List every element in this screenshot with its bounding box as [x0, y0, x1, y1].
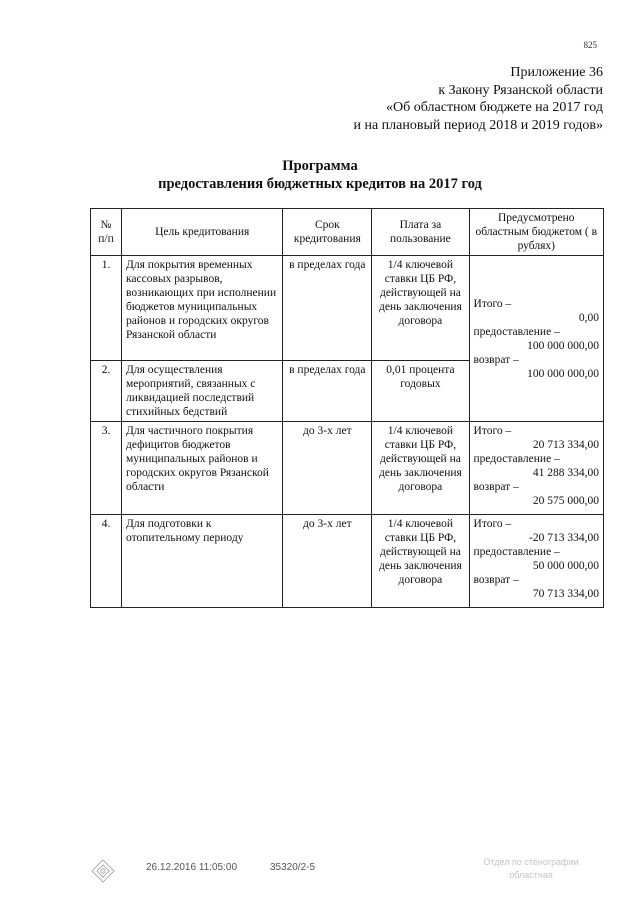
- row-goal: Для осуществления мероприятий, связанных с ликвидацией последствий стихийных бедствий: [122, 361, 283, 422]
- table-row: [91, 515, 604, 608]
- row-term: до 3-х лет: [283, 422, 372, 515]
- amount-grant-value: 50 000 000,00: [532, 560, 599, 572]
- amount-return-value: 20 575 000,00: [532, 495, 599, 507]
- row-goal: Для частичного покрытия дефицитов бюджетов муниципальных районов и городских округов Рязанской области: [122, 422, 283, 515]
- appendix-line: к Закону Рязанской области: [438, 82, 603, 98]
- appendix-line: «Об областном бюджете на 2017 год: [386, 100, 603, 115]
- footer-datetime: 26.12.2016 11:05:00: [146, 862, 238, 873]
- row-amount-cell: [469, 515, 603, 608]
- amount-grant-value: 100 000 000,00: [527, 339, 599, 352]
- footer-stamp: [446, 856, 616, 882]
- stamp-line-1: Отдел по стенографии: [483, 857, 579, 867]
- amount-return-label: возврат –: [473, 481, 519, 493]
- amount-grant-value: 41 288 334,00: [532, 467, 599, 479]
- amount-total-value: -20 713 334,00: [529, 532, 599, 544]
- amount-return-label: возврат –: [473, 353, 519, 366]
- registration-stamp-icon: [90, 858, 116, 884]
- amount-total-label: Итого –: [473, 425, 512, 437]
- header-term: Срок кредитования: [283, 209, 372, 256]
- table-header-row: [91, 209, 604, 256]
- amount-return-value: 100 000 000,00: [527, 367, 599, 380]
- row-goal: Для подготовки к отопительному периоду: [122, 515, 283, 608]
- page-number: 825: [583, 40, 597, 50]
- stamp-line-2: областная: [509, 870, 553, 880]
- row-term: в пределах года: [283, 256, 372, 361]
- table-row: [91, 256, 604, 361]
- amount-total-value: 0,00: [578, 311, 599, 324]
- document-title: [0, 157, 640, 193]
- amount-grant-label: предоставление –: [473, 546, 560, 558]
- credit-program-table: [90, 208, 604, 608]
- row-fee: 1/4 ключевой ставки ЦБ РФ, действующей на день заключения договора: [372, 515, 469, 608]
- amount-total-value: 20 713 334,00: [532, 439, 599, 451]
- header-fee: Плата за пользование: [372, 209, 469, 256]
- amount-total-label: Итого –: [473, 297, 512, 310]
- row-fee: 0,01 процента годовых: [372, 361, 469, 422]
- row-num: 3.: [91, 422, 122, 515]
- merged-amount-cell: [469, 256, 603, 422]
- row-num: 4.: [91, 515, 122, 608]
- row-goal: Для покрытия временных кассовых разрывов, возникающих при исполнении бюджетов муниципальных районов и городских округов Рязанской области: [122, 256, 283, 361]
- amount-grant-label: предоставление –: [473, 453, 560, 465]
- row-fee: 1/4 ключевой ставки ЦБ РФ, действующей на день заключения договора: [372, 256, 469, 361]
- header-num: № п/п: [91, 209, 122, 256]
- title-line-2: предоставления бюджетных кредитов на 2017 год: [158, 176, 482, 192]
- header-amount: Предусмотрено областным бюджетом ( в рублях): [469, 209, 603, 256]
- row-term: до 3-х лет: [283, 515, 372, 608]
- appendix-header: [353, 64, 603, 134]
- title-line-1: Программа: [282, 158, 358, 174]
- row-term: в пределах года: [283, 361, 372, 422]
- amount-grant-label: предоставление –: [473, 325, 560, 338]
- row-fee: 1/4 ключевой ставки ЦБ РФ, действующей на день заключения договора: [372, 422, 469, 515]
- header-goal: Цель кредитования: [122, 209, 283, 256]
- amount-return-label: возврат –: [473, 574, 519, 586]
- table-row: [91, 422, 604, 515]
- amount-return-value: 70 713 334,00: [532, 588, 599, 600]
- footer-document-code: 35320/2-5: [270, 862, 316, 873]
- row-num: 2.: [91, 361, 122, 422]
- row-num: 1.: [91, 256, 122, 361]
- appendix-line: Приложение 36: [510, 65, 603, 80]
- appendix-line: и на плановый период 2018 и 2019 годов»: [353, 117, 603, 133]
- amount-total-label: Итого –: [473, 518, 512, 530]
- row-amount-cell: [469, 422, 603, 515]
